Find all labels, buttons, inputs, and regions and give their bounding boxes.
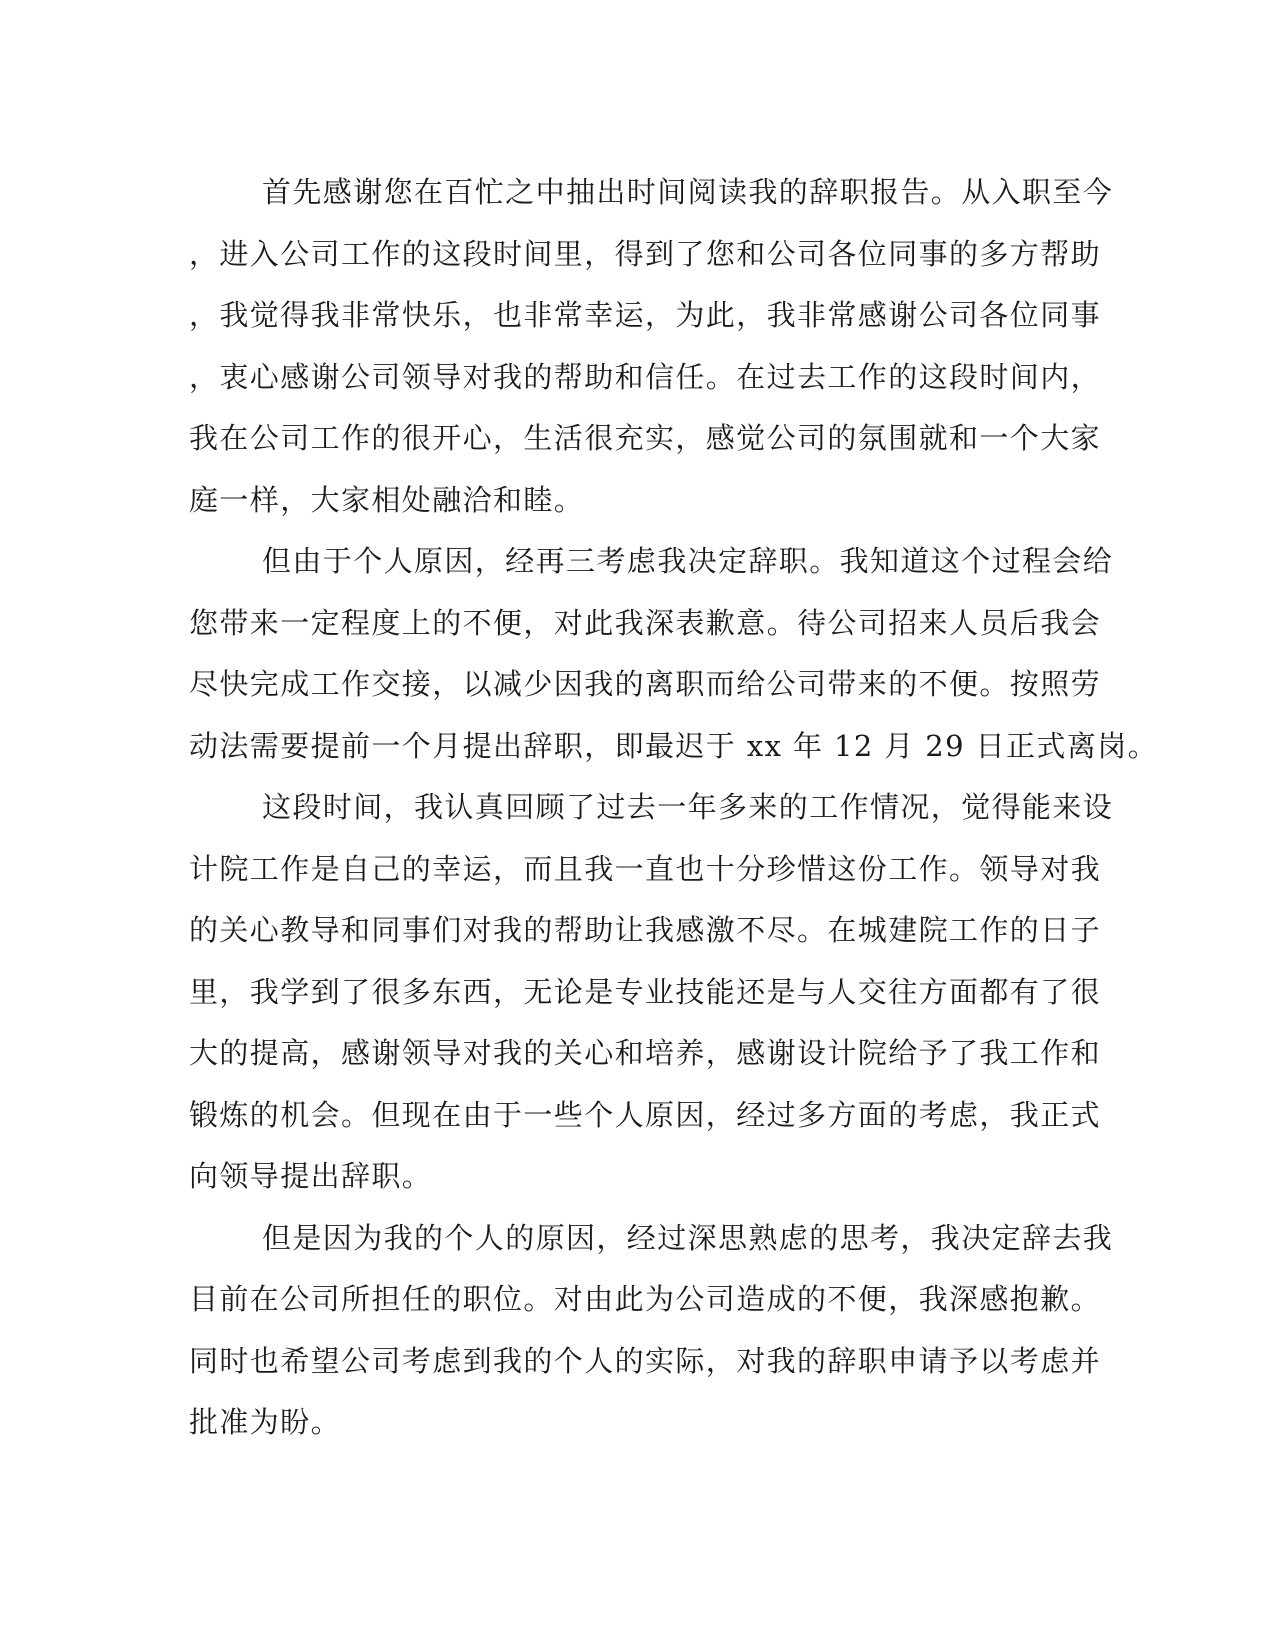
text-line: 我在公司工作的很开心，生活很充实，感觉公司的氛围就和一个大家 (189, 421, 1102, 455)
text-line: 批准为盼。 (189, 1405, 342, 1439)
text-line: 的关心教导和同事们对我的帮助让我感激不尽。在城建院工作的日子 (189, 913, 1102, 947)
text-line: 里，我学到了很多东西，无论是专业技能还是与人交往方面都有了很 (189, 974, 1102, 1009)
text-line: 首先感谢您在百忙之中抽出时间阅读我的辞职报告。从入职至今 (262, 175, 1114, 209)
text-line: 大的提高，感谢领导对我的关心和培养，感谢设计院给予了我工作和 (189, 1036, 1102, 1070)
text-line: 庭一样，大家相处融洽和睦。 (189, 482, 585, 517)
text-line: 向领导提出辞职。 (189, 1159, 433, 1193)
text-line: 但由于个人原因，经再三考虑我决定辞职。我知道这个过程会给 (262, 544, 1114, 578)
text-line: 锻炼的机会。但现在由于一些个人原因，经过多方面的考虑，我正式 (189, 1097, 1102, 1132)
text-line: 动法需要提前一个月提出辞职，即最迟于 xx 年 12 月 29 日正式离岗。 (189, 728, 1159, 763)
text-line: ，进入公司工作的这段时间里，得到了您和公司各位同事的多方帮助 (189, 236, 1102, 271)
text-line: 目前在公司所担任的职位。对由此为公司造成的不便，我深感抱歉。 (189, 1282, 1102, 1316)
letter-body (189, 162, 1159, 1454)
text-line: ，衷心感谢公司领导对我的帮助和信任。在过去工作的这段时间内， (189, 359, 1102, 394)
text-line: 同时也希望公司考虑到我的个人的实际，对我的辞职申请予以考虑并 (189, 1343, 1102, 1378)
text-line: 但是因为我的个人的原因，经过深思熟虑的思考，我决定辞去我 (262, 1220, 1114, 1255)
text-line: ，我觉得我非常快乐，也非常幸运，为此，我非常感谢公司各位同事 (189, 298, 1102, 332)
text-line: 尽快完成工作交接，以减少因我的离职而给公司带来的不便。按照劳 (189, 667, 1102, 701)
text-line: 您带来一定程度上的不便，对此我深表歉意。待公司招来人员后我会 (189, 605, 1102, 640)
text-line: 计院工作是自己的幸运，而且我一直也十分珍惜这份工作。领导对我 (189, 851, 1102, 886)
text-line: 这段时间，我认真回顾了过去一年多来的工作情况，觉得能来设 (262, 790, 1114, 824)
